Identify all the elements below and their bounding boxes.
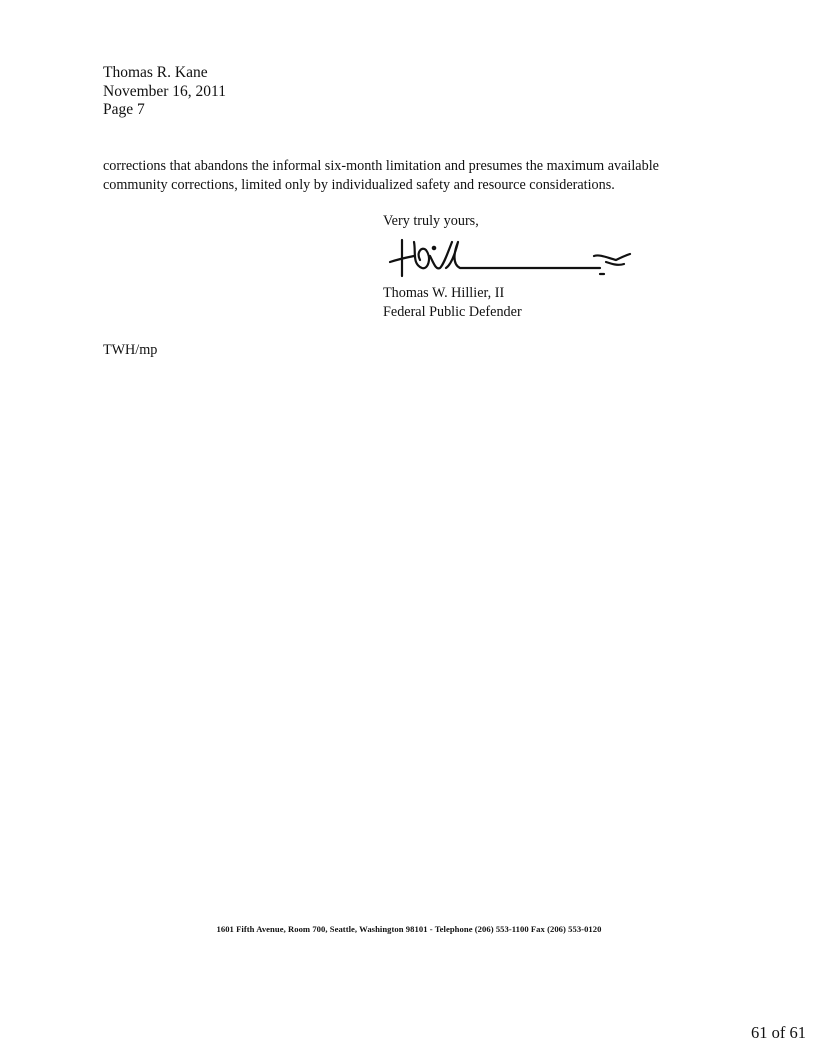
letter-header [103, 64, 226, 120]
closing-salutation: Very truly yours, [383, 213, 479, 229]
body-line: corrections that abandons the informal six-month limitation and presumes the maximum available [103, 158, 659, 174]
handwritten-signature [388, 234, 638, 290]
signer-block [383, 284, 522, 322]
body-paragraph [103, 157, 743, 194]
typist-initials: TWH/mp [103, 342, 158, 358]
page-count: 61 of 61 [751, 1023, 806, 1042]
letter-date: November 16, 2011 [103, 82, 226, 100]
recipient-name: Thomas R. Kane [103, 64, 208, 81]
office-address-footer: 1601 Fifth Avenue, Room 700, Seattle, Washington 98101 - Telephone (206) 553-1100 Fax (206) 553-0120 [216, 924, 602, 934]
signer-name: Thomas W. Hillier, II [383, 285, 505, 301]
page-label: Page 7 [103, 101, 145, 118]
signer-title: Federal Public Defender [383, 304, 522, 320]
body-line: community corrections, limited only by individualized safety and resource considerations. [103, 176, 615, 193]
